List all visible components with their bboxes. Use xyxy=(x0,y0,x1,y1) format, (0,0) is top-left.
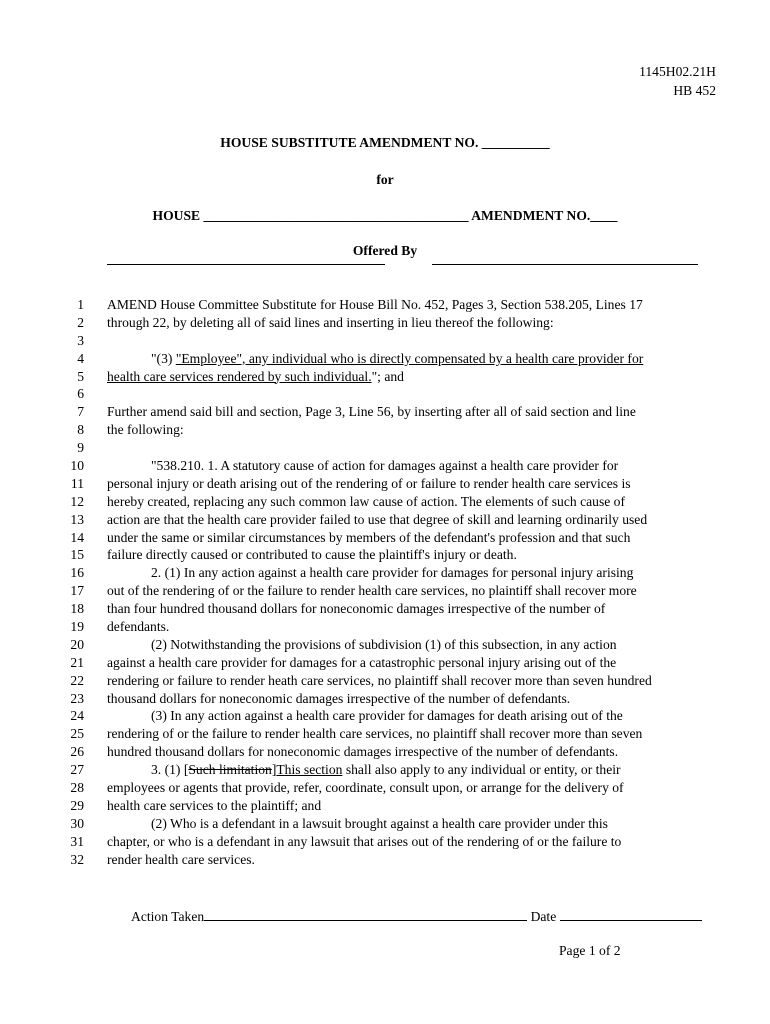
inserted-text: health care services rendered by such individual. xyxy=(107,368,372,384)
line-number: 21 xyxy=(70,654,84,670)
action-taken-row xyxy=(131,906,702,925)
line-number: 1 xyxy=(77,297,84,312)
text-span: shall also apply to any individual or entity, or their xyxy=(342,762,621,778)
line-text: the following: xyxy=(107,422,184,438)
line-text: "538.210. 1. A statutory cause of action for damages against a health care provider for xyxy=(151,458,619,474)
document-id: 1145H02.21H xyxy=(639,64,716,79)
line-text: AMEND House Committee Substitute for House Bill No. 452, Pages 3, Section 538.205, Lines 17 xyxy=(107,297,643,312)
text-line xyxy=(0,725,770,743)
action-taken-field[interactable] xyxy=(204,906,527,921)
line-text: (2) Who is a defendant in a lawsuit brought against a health care provider under this xyxy=(151,815,608,831)
line-text: hereby created, replacing any such common law cause of action. The elements of such cause of xyxy=(107,493,625,509)
line-text: chapter, or who is a defendant in any lawsuit that arises out of the rendering of or the failure to xyxy=(107,833,622,849)
line-text: through 22, by deleting all of said lines and inserting in lieu thereof the following: xyxy=(107,314,554,330)
text-line xyxy=(0,511,770,529)
line-number: 12 xyxy=(70,493,84,509)
text-line xyxy=(0,654,770,672)
text-line xyxy=(0,618,770,636)
line-number: 13 xyxy=(70,511,84,527)
text-line xyxy=(0,600,770,618)
date-field[interactable] xyxy=(560,906,702,921)
document-id-block xyxy=(639,62,716,100)
page-number: Page 1 of 2 xyxy=(559,943,621,958)
line-text: render health care services. xyxy=(107,851,255,867)
line-text: than four hundred thousand dollars for noneconomic damages irrespective of the number of xyxy=(107,601,606,617)
text-line xyxy=(0,582,770,600)
line-text: (3) In any action against a health care provider for damages for death arising out of the xyxy=(151,708,623,724)
amendment-for: for xyxy=(376,172,394,187)
line-number: 8 xyxy=(77,422,84,438)
text-line xyxy=(0,493,770,511)
line-number: 10 xyxy=(70,458,84,474)
sponsor-signature-line xyxy=(107,264,385,265)
line-number: 6 xyxy=(77,386,84,402)
action-taken-label: Action Taken xyxy=(131,909,205,924)
line-number: 28 xyxy=(70,780,84,796)
line-text: rendering or failure to render heath care services, no plaintiff shall recover more than seven hundred xyxy=(107,672,652,688)
line-number: 16 xyxy=(70,565,84,581)
line-number: 20 xyxy=(70,636,84,652)
line-number: 32 xyxy=(70,851,84,867)
line-number: 4 xyxy=(77,350,84,366)
text-line xyxy=(0,815,770,833)
text-line xyxy=(0,851,770,869)
line-number: 5 xyxy=(77,368,84,384)
line-number: 29 xyxy=(70,797,84,813)
text-line xyxy=(0,761,770,779)
text-span: ] xyxy=(271,762,277,778)
line-text: rendering of or the failure to render health care services, no plaintiff shall recover more than seven xyxy=(107,726,643,742)
line-text: health care services to the plaintiff; and xyxy=(107,797,322,813)
line-text: action are that the health care provider failed to use that degree of skill and learning ordinarily used xyxy=(107,511,648,527)
text-line xyxy=(0,797,770,815)
line-text xyxy=(107,368,404,386)
text-line xyxy=(0,636,770,654)
text-span: "; and xyxy=(371,368,404,384)
deleted-text: Such limitation xyxy=(188,762,272,778)
date-label: Date xyxy=(530,909,557,924)
text-line xyxy=(0,529,770,547)
inserted-text: "Employee", any individual who is directly compensated by a health care provider for xyxy=(175,350,644,366)
line-text: personal injury or death arising out of the rendering of or failure to render health care services is xyxy=(107,475,631,491)
line-text: thousand dollars for noneconomic damages irrespective of the number of defendants. xyxy=(107,690,571,706)
text-span: 3. (1) [ xyxy=(151,762,189,778)
line-number: 14 xyxy=(70,529,84,545)
text-line xyxy=(0,296,770,314)
text-line xyxy=(0,350,770,368)
line-number: 2 xyxy=(77,314,84,330)
text-line xyxy=(0,475,770,493)
line-number: 31 xyxy=(70,833,84,849)
line-number: 22 xyxy=(70,672,84,688)
text-span: "(3) xyxy=(151,350,176,366)
text-line xyxy=(0,457,770,475)
line-number: 25 xyxy=(70,726,84,742)
line-text xyxy=(151,350,643,368)
house-amendment-line: HOUSE _______________________________________ AMENDMENT NO.____ xyxy=(152,208,618,223)
line-number: 17 xyxy=(70,583,84,599)
line-text: against a health care provider for damages for a catastrophic personal injury arising out of the xyxy=(107,654,617,670)
text-line xyxy=(0,332,770,350)
line-text: hundred thousand dollars for noneconomic damages irrespective of the number of defendants. xyxy=(107,744,619,760)
text-line xyxy=(0,368,770,386)
line-text: out of the rendering of or the failure to render health care services, no plaintiff shall recover more xyxy=(107,583,637,599)
line-text xyxy=(151,761,621,779)
line-number: 3 xyxy=(77,332,84,348)
text-line xyxy=(0,743,770,761)
text-line xyxy=(0,833,770,851)
inserted-text: This section xyxy=(276,762,343,778)
text-line xyxy=(0,672,770,690)
line-number: 26 xyxy=(70,744,84,760)
text-line xyxy=(0,546,770,564)
text-line xyxy=(0,690,770,708)
line-number: 15 xyxy=(70,547,84,563)
text-line xyxy=(0,707,770,725)
line-number: 30 xyxy=(70,815,84,831)
text-line xyxy=(0,779,770,797)
line-number: 27 xyxy=(70,762,84,778)
line-text: 2. (1) In any action against a health care provider for damages for personal injury arising xyxy=(151,565,634,581)
line-text: employees or agents that provide, refer, coordinate, consult upon, or arrange for the delivery of xyxy=(107,780,624,796)
text-line xyxy=(0,421,770,439)
text-line xyxy=(0,439,770,457)
amendment-title: HOUSE SUBSTITUTE AMENDMENT NO. __________ xyxy=(220,135,550,150)
offered-by-label: Offered By xyxy=(352,243,418,258)
line-text: failure directly caused or contributed to cause the plaintiff's injury or death. xyxy=(107,547,517,563)
text-line xyxy=(0,564,770,582)
text-line xyxy=(0,385,770,403)
line-number: 11 xyxy=(70,475,84,491)
line-number: 24 xyxy=(70,708,84,724)
line-number: 19 xyxy=(70,619,84,635)
line-number: 23 xyxy=(70,690,84,706)
bill-number: HB 452 xyxy=(673,83,716,98)
amendment-body xyxy=(0,296,770,869)
sponsor-district-line xyxy=(432,264,698,265)
line-text: under the same or similar circumstances by members of the defendant's profession and that such xyxy=(107,529,631,545)
text-line xyxy=(0,314,770,332)
line-text: (2) Notwithstanding the provisions of subdivision (1) of this subsection, in any action xyxy=(151,636,617,652)
line-number: 9 xyxy=(77,440,84,456)
line-text: defendants. xyxy=(107,619,170,635)
line-text: Further amend said bill and section, Page 3, Line 56, by inserting after all of said section and line xyxy=(107,404,636,420)
text-line xyxy=(0,403,770,421)
line-number: 7 xyxy=(77,404,84,420)
line-number: 18 xyxy=(70,601,84,617)
